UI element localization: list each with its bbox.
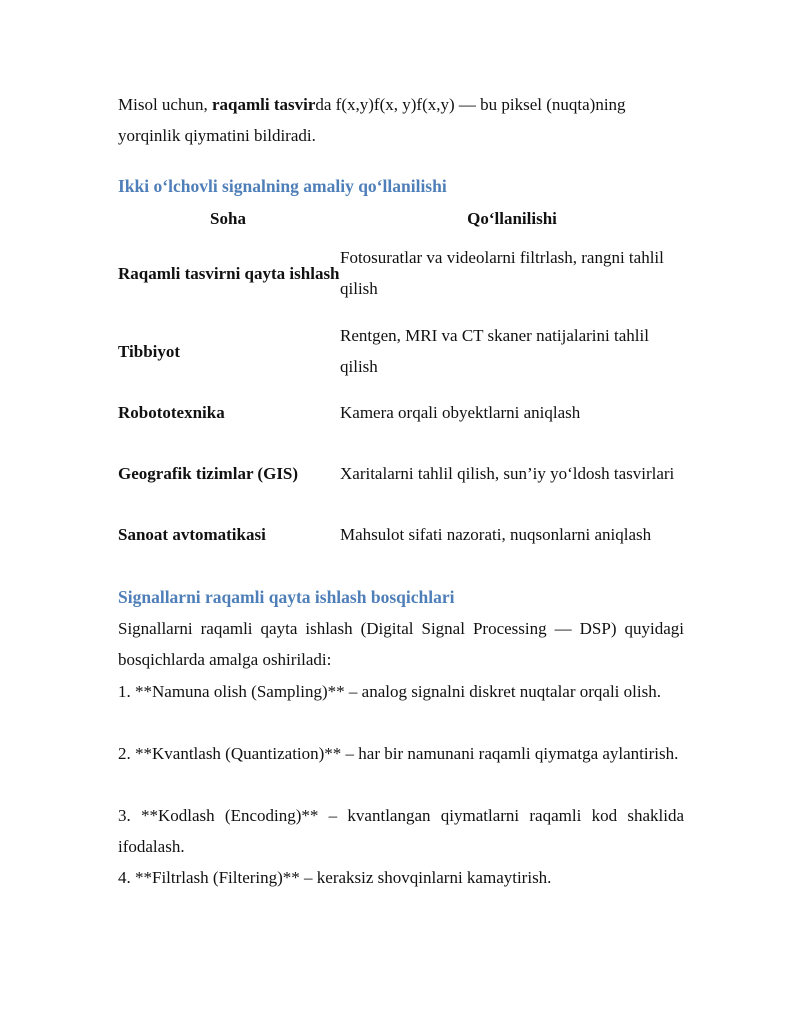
table-cell-field: Raqamli tasvirni qayta ishlash bbox=[118, 263, 340, 283]
dsp-intro-paragraph: Signallarni raqamli qayta ishlash (Digital Signal Processing — DSP) quyidagi bosqichlarda amalga oshiriladi: bbox=[118, 619, 684, 669]
table-cell-use: Xaritalarni tahlil qilish, sun’iy yo‘ldosh tasvirlari bbox=[340, 463, 675, 483]
dsp-step-1: 1. **Namuna olish (Sampling)** – analog signalni diskret nuqtalar orqali olish. bbox=[118, 682, 661, 701]
table-cell-field: Sanoat avtomatikasi bbox=[118, 524, 266, 544]
dsp-step-2: 2. **Kvantlash (Quantization)** – har bir namunani raqamli qiymatga aylantirish. bbox=[118, 744, 679, 763]
table-header-use: Qo‘llanilishi bbox=[467, 208, 557, 228]
table-row bbox=[118, 390, 684, 434]
table-cell-field: Geografik tizimlar (GIS) bbox=[118, 463, 299, 483]
table-row bbox=[118, 234, 684, 312]
dsp-step-3: 3. **Kodlash (Encoding)** – kvantlangan qiymatlarni raqamli kod shaklida ifodalash. bbox=[118, 806, 684, 856]
table-cell-field: Robototexnika bbox=[118, 402, 225, 422]
table-row bbox=[118, 434, 684, 512]
table-header-row bbox=[118, 202, 684, 234]
table-cell-field: Tibbiyot bbox=[118, 341, 181, 361]
applications-table bbox=[118, 202, 684, 556]
intro-suffix: da f(x,y)f(x, y)f(x,y) — bu piksel (nuqta)ning bbox=[315, 95, 626, 114]
intro-bold-term: raqamli tasvir bbox=[211, 95, 316, 114]
table-cell-use: Mahsulot sifati nazorati, nuqsonlarni aniqlash bbox=[340, 524, 652, 544]
section-heading-dsp-stages: Signallarni raqamli qayta ishlash bosqichlari bbox=[118, 587, 455, 607]
table-cell-use: Kamera orqali obyektlarni aniqlash bbox=[340, 402, 581, 422]
table-row bbox=[118, 312, 684, 390]
intro-prefix: Misol uchun, bbox=[118, 95, 212, 114]
section-heading-applications: Ikki o‘lchovli signalning amaliy qo‘llanilishi bbox=[118, 176, 447, 196]
intro-line2: yorqinlik qiymatini bildiradi. bbox=[118, 126, 316, 145]
intro-paragraph bbox=[118, 89, 684, 151]
table-row bbox=[118, 512, 684, 556]
table-header-field: Soha bbox=[210, 208, 246, 228]
table-cell-use: Rentgen, MRI va CT skaner natijalarini tahlil qilish bbox=[340, 326, 649, 376]
table-cell-use: Fotosuratlar va videolarni filtrlash, rangni tahlil qilish bbox=[340, 248, 664, 298]
dsp-step-4: 4. **Filtrlash (Filtering)** – keraksiz shovqinlarni kamaytirish. bbox=[118, 868, 552, 887]
